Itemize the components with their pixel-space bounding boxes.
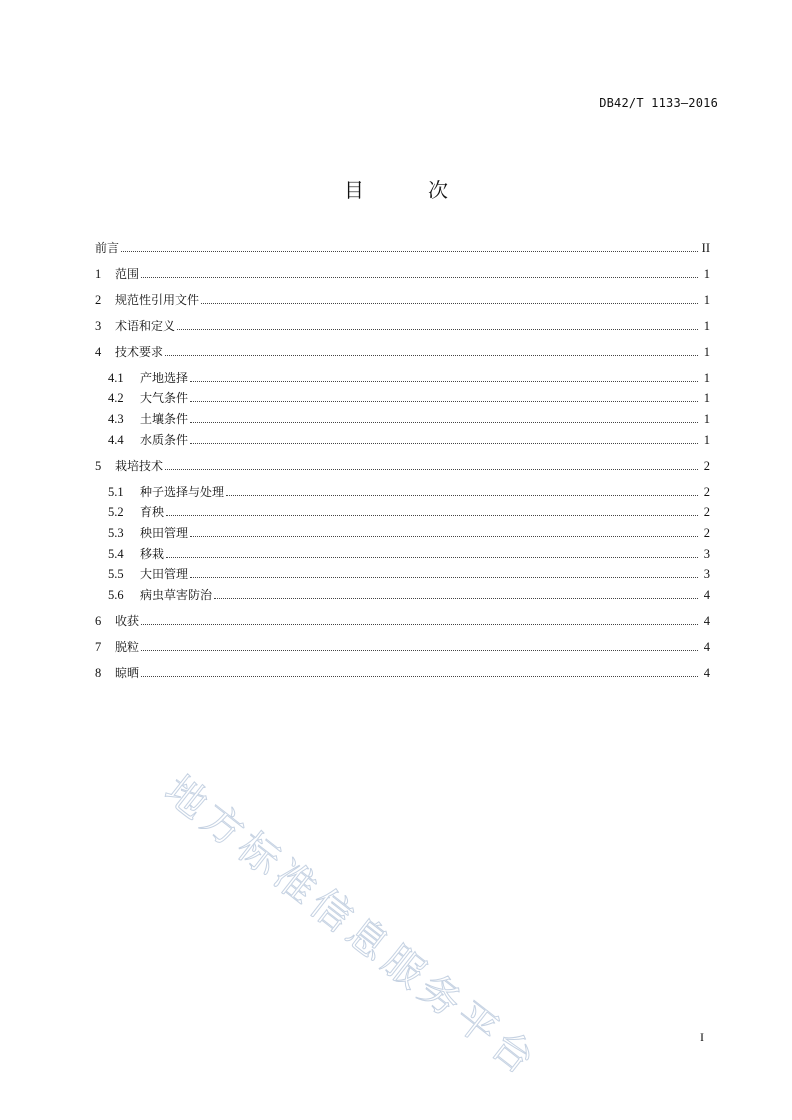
toc-entry	[95, 430, 710, 450]
standard-code: DB42/T 1133—2016	[599, 96, 718, 110]
toc-leader-dots	[226, 494, 698, 496]
toc-entry-number: 6	[95, 614, 102, 628]
toc-entry	[95, 264, 710, 284]
toc-entry-label: 脱粒	[115, 640, 140, 654]
toc-leader-dots	[190, 535, 698, 537]
toc-entry	[95, 637, 710, 657]
toc-entry-page: 1	[703, 319, 710, 333]
toc-entry-page: 4	[703, 666, 710, 680]
toc-entry-page: II	[701, 241, 710, 255]
toc-entry-number: 4.3	[108, 412, 124, 426]
toc-leader-dots	[214, 597, 698, 599]
toc-entry-page: 2	[703, 459, 710, 473]
toc-entry-number: 5.3	[108, 526, 124, 540]
toc-entry	[95, 238, 710, 258]
toc-entry-label: 范围	[115, 267, 140, 281]
toc-leader-dots	[190, 400, 698, 402]
toc-entry-label: 术语和定义	[115, 319, 176, 333]
toc-entry	[95, 564, 710, 584]
toc-entry-label: 病虫草害防治	[140, 588, 213, 602]
toc-leader-dots	[166, 514, 698, 516]
toc-entry	[95, 316, 710, 336]
toc-leader-dots	[141, 649, 698, 651]
toc-leader-dots	[201, 302, 698, 304]
toc-entry-label: 大田管理	[140, 567, 189, 581]
toc-entry	[95, 611, 710, 631]
toc-leader-dots	[177, 328, 698, 330]
toc-leader-dots	[165, 468, 698, 470]
toc-entry-page: 3	[703, 567, 710, 581]
toc-entry-page: 1	[703, 433, 710, 447]
page-number: I	[700, 1030, 704, 1044]
toc-leader-dots	[190, 421, 698, 423]
toc-entry-page: 1	[703, 345, 710, 359]
toc-entry-label: 育秧	[140, 505, 165, 519]
toc-entry	[95, 409, 710, 429]
toc-entry-number: 5.2	[108, 505, 124, 519]
toc-entry-page: 3	[703, 547, 710, 561]
toc-entry-number: 4	[95, 345, 102, 359]
toc-entry	[95, 502, 710, 522]
toc-entry-number: 4.4	[108, 433, 124, 447]
toc-entry-number: 4.2	[108, 391, 124, 405]
toc-entry-number: 8	[95, 666, 102, 680]
toc-leader-dots	[141, 276, 698, 278]
toc-entry-label: 晾晒	[115, 666, 140, 680]
toc-leader-dots	[190, 576, 698, 578]
toc-entry-page: 1	[703, 371, 710, 385]
toc-entry	[95, 523, 710, 543]
toc-entry	[95, 388, 710, 408]
toc-entry-page: 1	[703, 293, 710, 307]
toc-entry-page: 4	[703, 640, 710, 654]
toc-entry-number: 5	[95, 459, 102, 473]
toc-entry-label: 水质条件	[140, 433, 189, 447]
toc-entry	[95, 368, 710, 388]
toc-entry	[95, 456, 710, 476]
toc-entry-page: 1	[703, 267, 710, 281]
toc-leader-dots	[141, 675, 698, 677]
toc-entry-page: 4	[703, 588, 710, 602]
toc-entry-label: 产地选择	[140, 371, 189, 385]
toc-entry-number: 5.4	[108, 547, 124, 561]
toc-entry-label: 种子选择与处理	[140, 485, 225, 499]
toc-entry	[95, 663, 710, 683]
toc-entry-label: 栽培技术	[115, 459, 164, 473]
toc-entry	[95, 482, 710, 502]
watermark: 地方标准信息服务平台	[156, 767, 547, 1087]
toc-entry-label: 规范性引用文件	[115, 293, 200, 307]
toc-leader-dots	[166, 556, 698, 558]
toc-entry-number: 1	[95, 267, 102, 281]
toc-leader-dots	[121, 250, 698, 252]
toc-leader-dots	[165, 354, 698, 356]
toc-entry-number: 5.6	[108, 588, 124, 602]
toc-entry-number: 4.1	[108, 371, 124, 385]
toc-entry-page: 2	[703, 485, 710, 499]
toc-entry	[95, 585, 710, 605]
toc-entry-label: 前言	[95, 241, 120, 255]
toc-entry	[95, 544, 710, 564]
toc-entry-label: 收获	[115, 614, 140, 628]
toc-entry-label: 秧田管理	[140, 526, 189, 540]
toc-entry-label: 大气条件	[140, 391, 189, 405]
toc-entry-page: 1	[703, 412, 710, 426]
page-title: 目 次	[344, 178, 470, 202]
toc-entry-number: 5.1	[108, 485, 124, 499]
toc-entry	[95, 342, 710, 362]
toc-entry-number: 7	[95, 640, 102, 654]
toc-entry-number: 5.5	[108, 567, 124, 581]
toc-entry-label: 技术要求	[115, 345, 164, 359]
toc-entry-page: 4	[703, 614, 710, 628]
toc-leader-dots	[190, 380, 698, 382]
toc-leader-dots	[141, 623, 698, 625]
toc-entry-number: 2	[95, 293, 102, 307]
toc-entry-page: 2	[703, 526, 710, 540]
toc-leader-dots	[190, 442, 698, 444]
toc-entry-page: 2	[703, 505, 710, 519]
toc-entry-number: 3	[95, 319, 102, 333]
toc-entry-page: 1	[703, 391, 710, 405]
toc-entry-label: 移栽	[140, 547, 165, 561]
toc-entry-label: 土壤条件	[140, 412, 189, 426]
toc-entry	[95, 290, 710, 310]
